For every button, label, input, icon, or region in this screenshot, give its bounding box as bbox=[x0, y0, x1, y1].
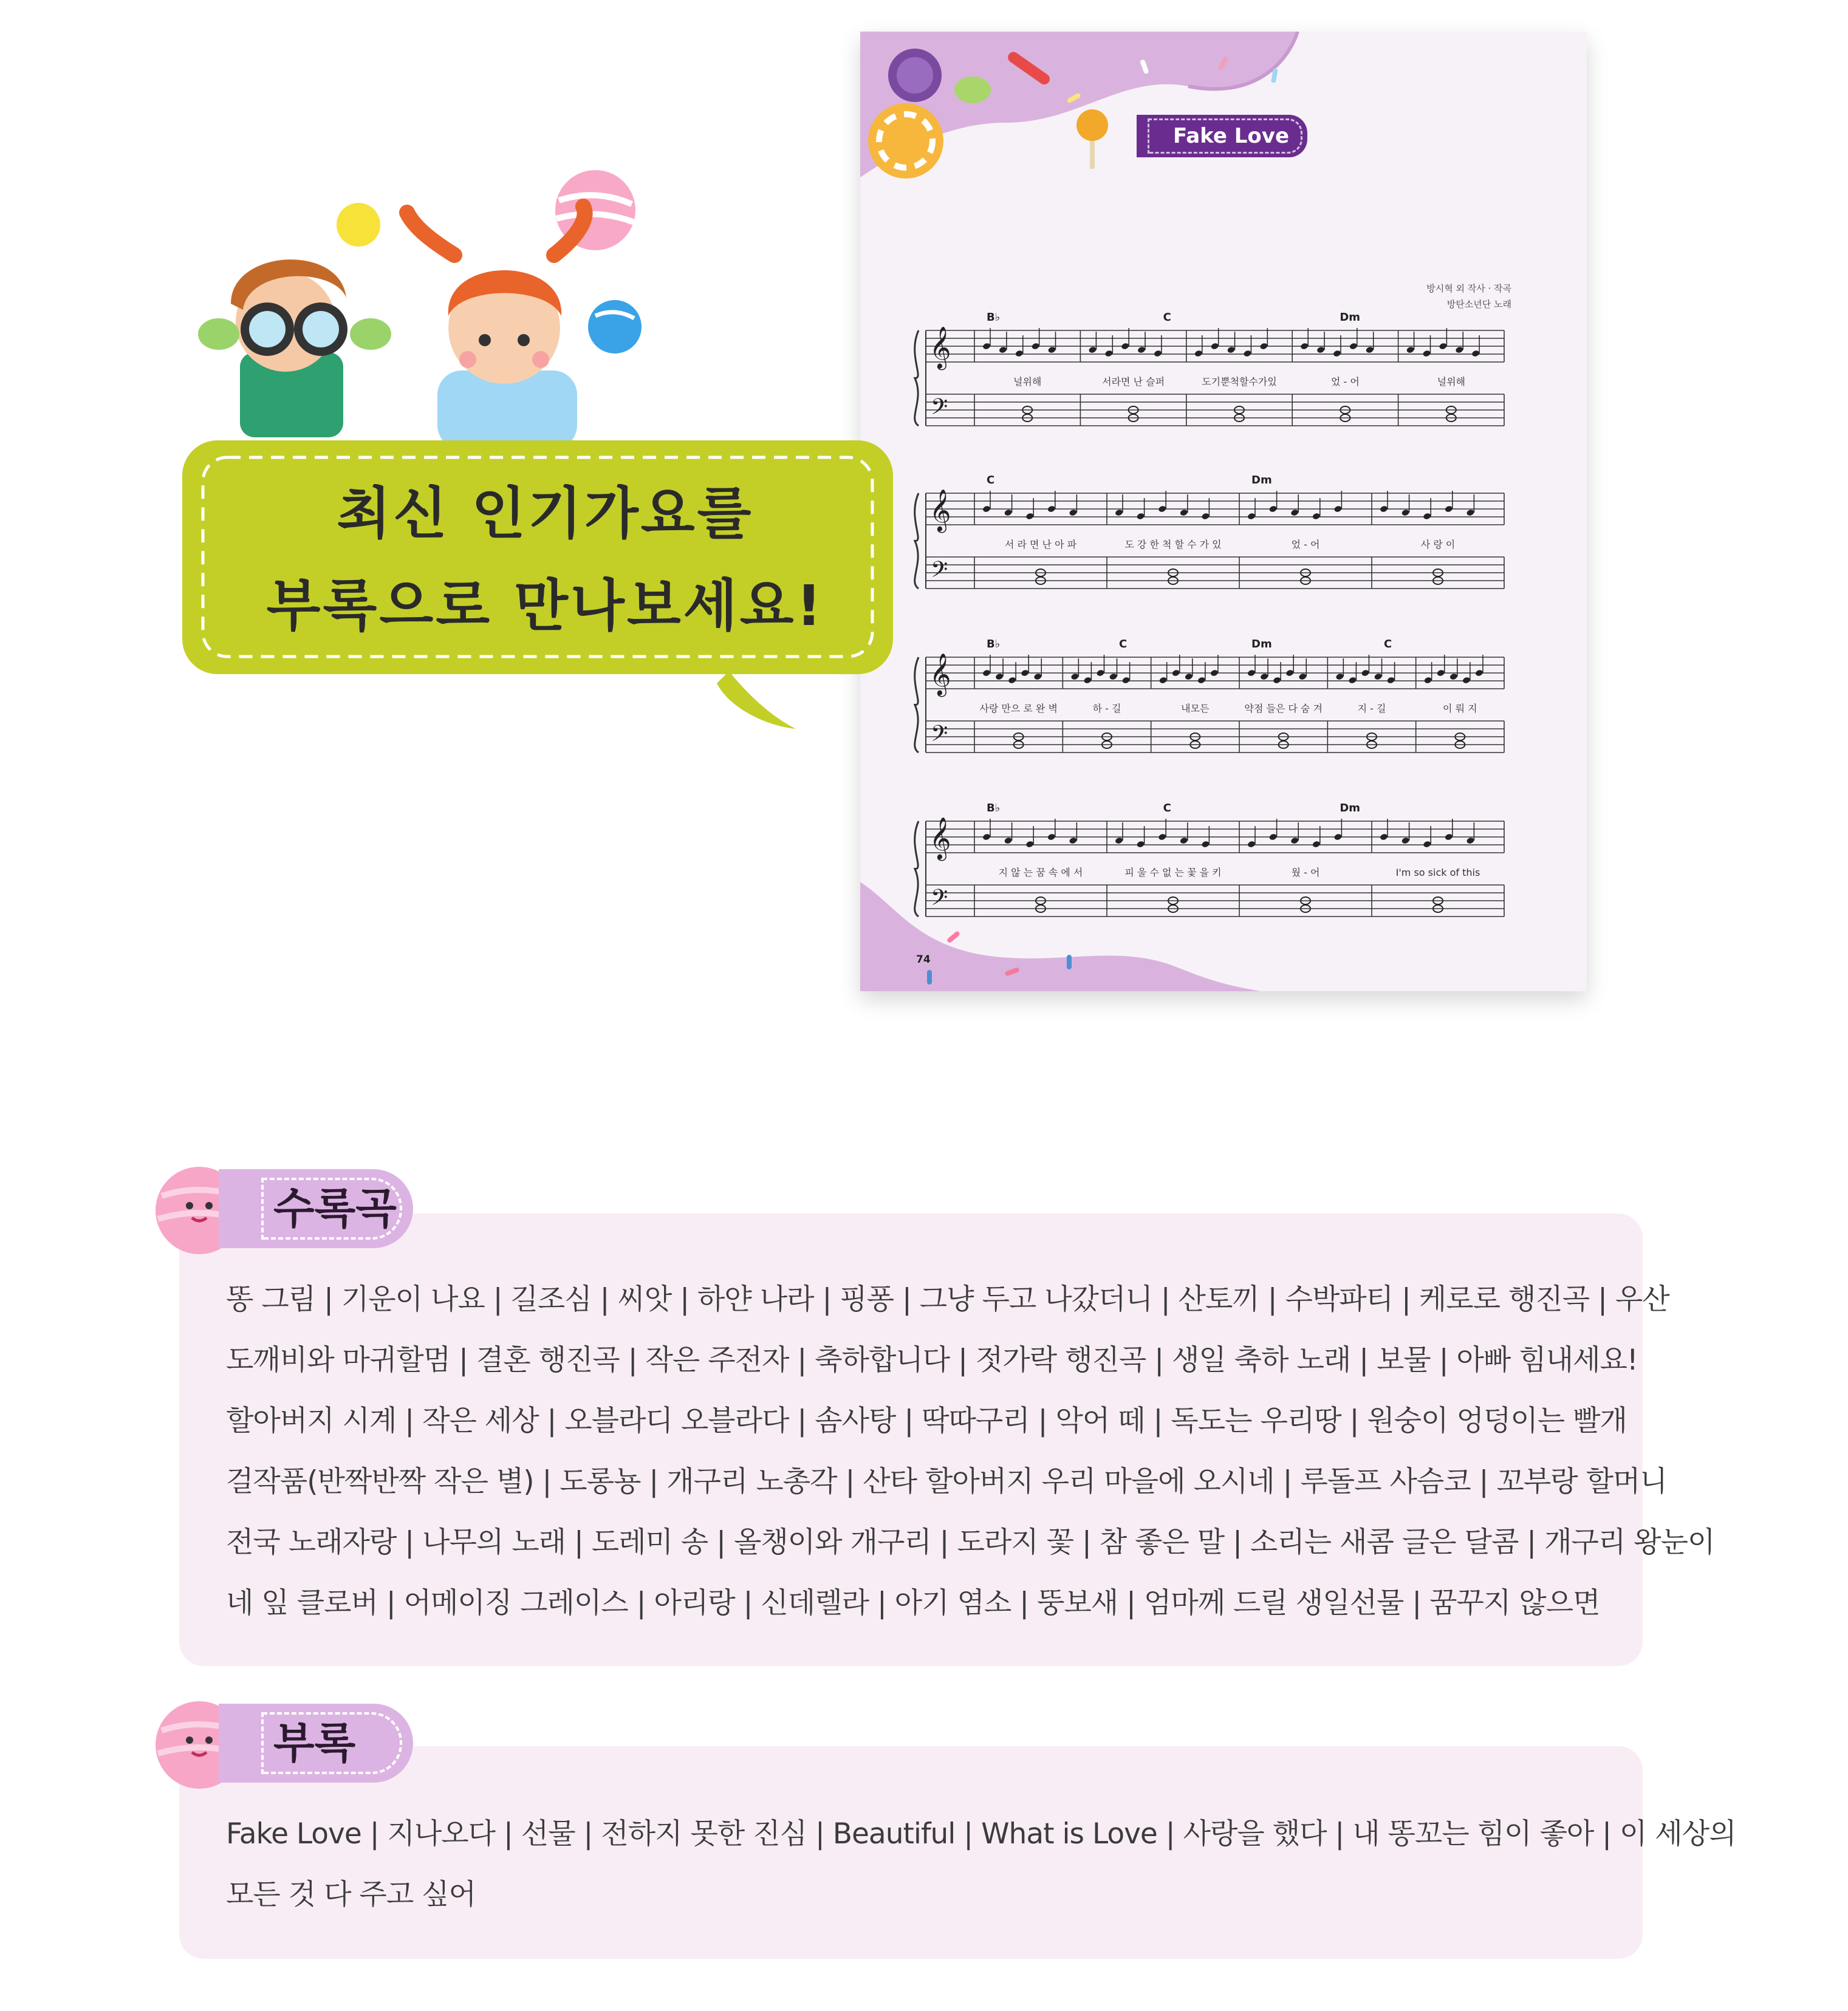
note-head bbox=[1069, 509, 1077, 517]
note-head bbox=[1088, 346, 1097, 354]
music-staves bbox=[860, 32, 1587, 991]
appendix-tag bbox=[152, 1698, 413, 1792]
note-head bbox=[1047, 833, 1056, 841]
note-head bbox=[1423, 841, 1431, 848]
treble-clef: 𝄞 bbox=[929, 653, 951, 695]
note-head bbox=[1047, 346, 1056, 354]
note-head bbox=[1201, 841, 1210, 848]
note-head bbox=[1290, 509, 1299, 517]
note-head bbox=[1285, 669, 1294, 677]
bubble-line-1: 최신 인기가요를 bbox=[337, 481, 754, 546]
note-head bbox=[1437, 669, 1445, 677]
songs-list bbox=[226, 1269, 1714, 1634]
note-head bbox=[1180, 837, 1188, 845]
note-head bbox=[1121, 343, 1129, 350]
songs-line: 할아버지 시계 | 작은 세상 | 오블라디 오블라다 | 솜사탕 | 딱따구리 | 악어 떼 | 독도는 우리땅 | 원숭이 엉덩이는 빨개 bbox=[226, 1404, 1627, 1438]
note-head bbox=[1268, 505, 1277, 513]
note-head bbox=[1290, 837, 1299, 845]
note-head bbox=[999, 346, 1007, 354]
songs-line: 전국 노래자랑 | 나무의 노래 | 도레미 송 | 올챙이와 개구리 | 도라지 꽃 | 참 좋은 말 | 소리는 새콤 글은 달콤 | 개구리 왕눈이 bbox=[226, 1526, 1715, 1559]
note-head bbox=[982, 505, 991, 513]
songs-tag-shape bbox=[219, 1169, 413, 1248]
note-head bbox=[1004, 837, 1012, 845]
lyric-text: 사랑 만으 로 완 벽 bbox=[979, 703, 1058, 714]
boy-figure bbox=[198, 259, 391, 437]
note-head bbox=[1312, 513, 1321, 521]
bass-clef: 𝄢 bbox=[931, 394, 948, 425]
treble-clef: 𝄞 bbox=[929, 326, 951, 369]
lyric-text: 었 - 어 bbox=[1291, 539, 1320, 550]
note-head bbox=[1380, 833, 1388, 841]
note-head bbox=[1158, 833, 1166, 841]
note-head bbox=[1260, 673, 1268, 681]
note-head bbox=[1180, 509, 1188, 517]
note-head bbox=[1333, 350, 1341, 358]
note-head bbox=[1069, 837, 1077, 845]
note-head bbox=[1185, 673, 1193, 681]
note-head bbox=[1445, 833, 1453, 841]
note-head bbox=[1247, 669, 1256, 677]
note-head bbox=[1374, 673, 1382, 681]
chord-symbol: Dm bbox=[1251, 474, 1272, 487]
note-head bbox=[1366, 346, 1374, 354]
note-head bbox=[1104, 350, 1113, 358]
note-head bbox=[1349, 343, 1358, 350]
appendix-tag-shape bbox=[219, 1704, 413, 1783]
note-head bbox=[1025, 513, 1034, 521]
note-head bbox=[1462, 677, 1471, 685]
lyric-text: 이 뤄 지 bbox=[1443, 703, 1477, 714]
note-head bbox=[1475, 669, 1484, 677]
note-head bbox=[1194, 350, 1203, 358]
note-head bbox=[1455, 346, 1463, 354]
chord-symbol: B♭ bbox=[987, 802, 1001, 814]
note-head bbox=[1259, 343, 1268, 350]
note-head bbox=[1201, 513, 1210, 521]
chord-symbol: C bbox=[987, 474, 995, 487]
appendix-title: 부록 bbox=[273, 1718, 356, 1768]
brace bbox=[915, 330, 919, 426]
brace bbox=[915, 493, 919, 589]
note-head bbox=[1406, 346, 1414, 354]
lyric-text: 약점 들은 다 숨 겨 bbox=[1244, 703, 1323, 714]
lyric-text: 었 - 어 bbox=[1330, 376, 1360, 388]
note-head bbox=[982, 833, 991, 841]
note-head bbox=[1115, 509, 1123, 517]
note-head bbox=[1031, 343, 1039, 350]
sheet-music-page bbox=[860, 32, 1587, 991]
note-head bbox=[1312, 841, 1321, 848]
lyric-text: 웠 - 어 bbox=[1291, 867, 1320, 878]
note-head bbox=[1015, 350, 1024, 358]
lyric-text: I'm so sick of this bbox=[1395, 867, 1480, 878]
note-head bbox=[1335, 673, 1344, 681]
bubble-headline bbox=[216, 468, 875, 652]
songs-line: 걸작품(반짝반짝 작은 별) | 도롱뇽 | 개구리 노총각 | 산타 할아버지 우리 마을에 오시네 | 루돌프 사슴코 | 꼬부랑 할머니 bbox=[226, 1465, 1667, 1498]
bubble-line-2: 부록으로 만나보세요! bbox=[266, 573, 824, 638]
appendix-line: 모든 것 다 주고 싶어 bbox=[226, 1878, 476, 1911]
note-head bbox=[1197, 677, 1206, 685]
girl-figure bbox=[407, 207, 585, 449]
lyric-text: 서 라 면 난 아 파 bbox=[1004, 539, 1077, 550]
credits-singer: 방탄소년단 노래 bbox=[1446, 299, 1511, 310]
note-head bbox=[1070, 673, 1079, 681]
note-head bbox=[1115, 837, 1123, 845]
lyric-text: 내모든 bbox=[1181, 703, 1210, 714]
chord-symbol: C bbox=[1119, 638, 1128, 650]
note-head bbox=[1025, 841, 1034, 848]
note-head bbox=[1449, 673, 1458, 681]
note-head bbox=[995, 673, 1004, 681]
chord-symbol: Dm bbox=[1340, 802, 1361, 814]
yellow-ball-icon bbox=[337, 203, 380, 247]
note-head bbox=[1137, 346, 1146, 354]
note-head bbox=[1386, 677, 1395, 685]
note-head bbox=[1268, 833, 1277, 841]
song-title: Fake Love bbox=[1173, 124, 1290, 148]
note-head bbox=[1348, 677, 1357, 685]
credits-writers: 방시혁 외 작사 · 작곡 bbox=[1426, 283, 1511, 294]
songs-line: 똥 그림 | 기운이 나요 | 길조심 | 씨앗 | 하얀 나라 | 핑퐁 | 그냥 두고 나갔더니 | 산토끼 | 수박파티 | 케로로 행진곡 | 우산 bbox=[226, 1283, 1669, 1316]
note-head bbox=[1380, 505, 1388, 513]
note-head bbox=[1154, 350, 1162, 358]
note-head bbox=[982, 343, 991, 350]
songs-line: 네 잎 클로버 | 어메이징 그레이스 | 아리랑 | 신데렐라 | 아기 염소 | 뚱보새 | 엄마께 드릴 생일선물 | 꿈꾸지 않으면 bbox=[226, 1586, 1600, 1620]
brace bbox=[915, 821, 919, 917]
note-head bbox=[1316, 346, 1325, 354]
treble-clef: 𝄞 bbox=[929, 817, 951, 859]
chord-symbol: C bbox=[1384, 638, 1392, 650]
note-head bbox=[1008, 677, 1016, 685]
bass-clef: 𝄢 bbox=[931, 557, 948, 588]
chord-symbol: B♭ bbox=[987, 638, 1001, 650]
lyric-text: 하 - 길 bbox=[1092, 703, 1121, 714]
lyric-text: 피 울 수 없 는 꽃 을 키 bbox=[1124, 867, 1222, 878]
note-head bbox=[1466, 509, 1474, 517]
blue-ball-icon bbox=[588, 300, 642, 353]
note-head bbox=[1300, 343, 1309, 350]
lyric-text: 서라면 난 슬퍼 bbox=[1102, 376, 1165, 388]
bass-clef: 𝄢 bbox=[931, 721, 948, 752]
note-head bbox=[1210, 343, 1219, 350]
note-head bbox=[1021, 669, 1029, 677]
note-head bbox=[1004, 509, 1012, 517]
note-head bbox=[1109, 673, 1117, 681]
lyric-text: 지 않 는 꿈 속 에 서 bbox=[998, 867, 1083, 878]
note-head bbox=[1401, 837, 1409, 845]
lyric-text: 널위해 bbox=[1013, 376, 1042, 388]
note-head bbox=[1466, 837, 1474, 845]
note-head bbox=[1136, 841, 1145, 848]
chord-symbol: C bbox=[1163, 802, 1171, 814]
lyric-text: 사 랑 이 bbox=[1420, 539, 1456, 550]
appendix-list bbox=[226, 1804, 1736, 1925]
note-head bbox=[1298, 673, 1307, 681]
note-head bbox=[1439, 343, 1447, 350]
note-head bbox=[1172, 669, 1180, 677]
note-head bbox=[1158, 677, 1167, 685]
note-head bbox=[1121, 677, 1130, 685]
chord-symbol: Dm bbox=[1340, 311, 1361, 324]
brace bbox=[915, 657, 919, 753]
treble-clef: 𝄞 bbox=[929, 489, 951, 531]
note-head bbox=[1423, 513, 1431, 521]
songs-title: 수록곡 bbox=[273, 1184, 397, 1234]
note-head bbox=[1333, 505, 1342, 513]
note-head bbox=[982, 669, 991, 677]
note-head bbox=[1401, 509, 1409, 517]
note-head bbox=[1136, 513, 1145, 521]
lyric-text: 도기뿐척할수가있 bbox=[1202, 376, 1277, 388]
note-head bbox=[1445, 505, 1453, 513]
songs-tag bbox=[152, 1163, 413, 1257]
kids-illustration bbox=[182, 164, 668, 449]
chord-symbol: B♭ bbox=[987, 311, 1001, 324]
note-head bbox=[1273, 677, 1281, 685]
note-head bbox=[1083, 677, 1092, 685]
note-head bbox=[1471, 350, 1480, 358]
lyric-text: 지 - 길 bbox=[1357, 703, 1386, 714]
page-number: 74 bbox=[916, 954, 931, 966]
note-head bbox=[1361, 669, 1369, 677]
lyric-text: 널위해 bbox=[1437, 376, 1465, 388]
lyric-text: 도 강 한 척 할 수 가 있 bbox=[1124, 539, 1222, 550]
note-head bbox=[1243, 350, 1251, 358]
note-head bbox=[1423, 677, 1432, 685]
chord-symbol: C bbox=[1163, 311, 1171, 324]
note-head bbox=[1033, 673, 1042, 681]
note-head bbox=[1422, 350, 1431, 358]
note-head bbox=[1227, 346, 1235, 354]
note-head bbox=[1247, 841, 1256, 848]
chord-symbol: Dm bbox=[1251, 638, 1272, 650]
note-head bbox=[1333, 833, 1342, 841]
note-head bbox=[1158, 505, 1166, 513]
note-head bbox=[1047, 505, 1056, 513]
songs-line: 도깨비와 마귀할멈 | 결혼 행진곡 | 작은 주전자 | 축하합니다 | 젓가락 행진곡 | 생일 축하 노래 | 보물 | 아빠 힘내세요! bbox=[226, 1344, 1638, 1377]
note-head bbox=[1247, 513, 1256, 521]
bass-clef: 𝄢 bbox=[931, 885, 948, 916]
appendix-line: Fake Love | 지나오다 | 선물 | 전하지 못한 진심 | Beautiful | What is Love | 사랑을 했다 | 내 똥꼬는 힘이 좋아 | 이 세상의 bbox=[226, 1817, 1736, 1851]
note-head bbox=[1210, 669, 1219, 677]
note-head bbox=[1096, 669, 1104, 677]
